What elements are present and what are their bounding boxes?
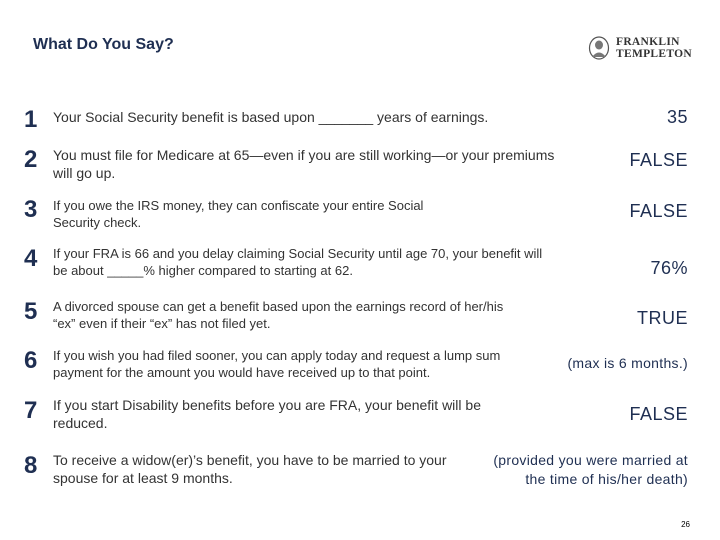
- item-question: Your Social Security benefit is based upon _______ years of earnings.: [53, 109, 489, 125]
- page-number: 26: [681, 520, 690, 529]
- item-number: 1: [24, 106, 38, 133]
- item-answer: TRUE: [637, 308, 688, 328]
- logo-text-franklin: FRANKLIN: [616, 36, 680, 48]
- item-question: If you owe the IRS money, they can confiscate your entire Social Security check.: [53, 198, 424, 230]
- page-title: What Do You Say?: [33, 36, 174, 53]
- item-answer: FALSE: [629, 404, 688, 424]
- logo-text-templeton: TEMPLETON: [616, 48, 692, 60]
- franklin-portrait-icon: [588, 36, 610, 60]
- item-number: 8: [24, 452, 38, 479]
- item-question: If you start Disability benefits before you are FRA, your benefit will be reduced.: [53, 397, 481, 431]
- item-number: 5: [24, 298, 38, 325]
- item-number: 6: [24, 347, 38, 374]
- item-question: A divorced spouse can get a benefit based upon the earnings record of her/his “ex” even if their “ex” has not filed yet.: [53, 299, 504, 331]
- item-number: 4: [24, 245, 38, 272]
- item-question: You must file for Medicare at 65—even if you are still working—or your premiums will go up.: [53, 147, 555, 181]
- item-answer: (provided you were married at the time of his/her death): [493, 452, 688, 487]
- item-number: 2: [24, 146, 38, 173]
- item-answer: FALSE: [629, 150, 688, 170]
- item-answer: FALSE: [629, 201, 688, 221]
- item-question: If you wish you had filed sooner, you can apply today and request a lump sum payment for the amount you would have received up to that point.: [53, 348, 501, 380]
- item-question: If your FRA is 66 and you delay claiming Social Security until age 70, your benefit will be about _____% higher compared to starting at 62.: [53, 246, 543, 278]
- item-number: 3: [24, 196, 38, 223]
- item-answer: 35: [666, 107, 688, 127]
- franklin-templeton-logo: [588, 34, 703, 62]
- item-answer: (max is 6 months.): [567, 355, 688, 371]
- item-question: To receive a widow(er)’s benefit, you have to be married to your spouse for at least 9 months.: [53, 452, 447, 486]
- item-number: 7: [24, 397, 38, 424]
- item-answer: 76%: [650, 258, 688, 278]
